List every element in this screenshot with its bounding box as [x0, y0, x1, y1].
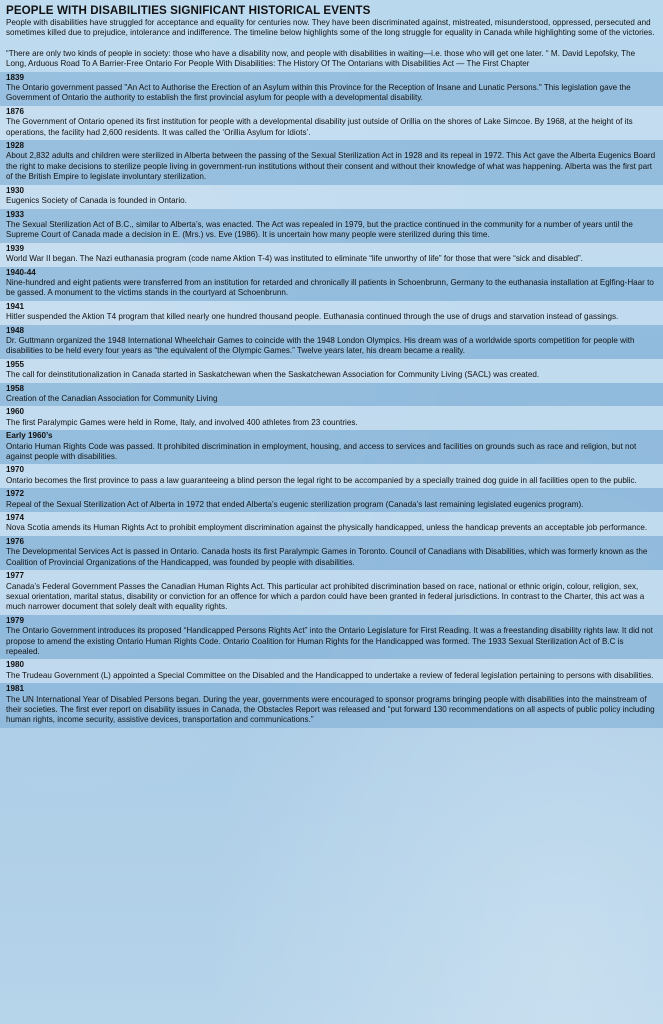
- event-description: The Ontario government passed "An Act to Authorise the Erection of an Asylum within this Province for the Reception of Insane and Lunatic Persons." This legislation gave the Government of Ontario the authority to establish the first provincial asylum for people with a developmental disability.: [6, 83, 631, 103]
- event-year: 1876: [6, 106, 25, 116]
- event-year: 1977: [6, 571, 25, 581]
- quote-paragraph: “There are only two kinds of people in society: those who have a disability now, and people with disabilities in waiting—i.e. those who will get one later. “ M. David Lepofsky, The Long, Arduous Road To A Barrier-Free Ontario For People With Disabilities: The History Of The Ontarians with Disabilities Act — The First Chapter: [6, 48, 636, 69]
- event-description: Hitler suspended the Aktion T4 program that killed nearly one hundred thousand people. Euthanasia continued through the use of drugs and starvation instead of gassings.: [6, 312, 619, 322]
- timeline-event: [0, 488, 663, 512]
- event-description: World War II began. The Nazi euthanasia program (code name Aktion T-4) was instituted to eliminate “life unworthy of life” for those that were “sick and disabled”.: [6, 254, 583, 264]
- event-year: 1976: [6, 536, 25, 546]
- event-description: Ontario becomes the first province to pass a law guaranteeing a blind person the legal right to be accompanied by a specially trained dog guide in all facilities open to the public.: [6, 475, 637, 485]
- event-year: 1974: [6, 513, 25, 523]
- timeline-event: [0, 140, 663, 185]
- event-description: The first Paralympic Games were held in Rome, Italy, and involved 400 athletes from 23 countries.: [6, 417, 358, 427]
- timeline-event: [0, 243, 663, 267]
- timeline-event: [0, 659, 663, 683]
- event-description: Nine-hundred and eight patients were transferred from an institution for retarded and chronically ill patients in Schoenbrunn, Germany to the euthanasia installation at Eglfing-Haar to be gassed. A monument to the victims stands in the courtyard at Schoenbrunn.: [6, 277, 654, 298]
- timeline-event: [0, 406, 663, 430]
- event-year: 1955: [6, 359, 25, 369]
- timeline-event: [0, 359, 663, 383]
- timeline-event: [0, 383, 663, 407]
- event-description: Nova Scotia amends its Human Rights Act to prohibit employment discrimination against the physically handicapped, unless the handicap prevents an acceptable job performance.: [6, 523, 648, 533]
- page-title: PEOPLE WITH DISABILITIES SIGNIFICANT HISTORICAL EVENTS: [6, 4, 371, 17]
- event-description: Creation of the Canadian Association for Community Living: [6, 394, 218, 403]
- event-year: Early 1960’s: [6, 431, 53, 441]
- event-description: The Sexual Sterilization Act of B.C., similar to Alberta’s, was enacted. The Act was repealed in 1979, but the practice continued in the community for a number of years until the Supreme Court of Canada made a decision in E. (Mrs.) vs. Eve (1986). It is uncertain how many people were sterilized during this time.: [6, 219, 633, 240]
- event-description: The Government of Ontario opened its first institution for people with a developmental disability just outside of Orillia on the shores of Lake Simcoe. By 1968, at the height of its operations, the facility had 2,600 residents. It was called the ‘Orillia Asylum for Idiots’.: [6, 117, 633, 137]
- event-description: Repeal of the Sexual Sterilization Act of Alberta in 1972 that ended Alberta’s eugenic sterilization program (Canada’s last remaining legislated eugenics program).: [6, 499, 584, 509]
- event-year: 1928: [6, 141, 25, 151]
- timeline-event: [0, 536, 663, 570]
- timeline-event: [0, 570, 663, 615]
- timeline-event: [0, 325, 663, 359]
- event-year: 1960: [6, 407, 25, 417]
- timeline-event: [0, 301, 663, 325]
- event-year: 1979: [6, 615, 25, 625]
- event-year: 1941: [6, 301, 25, 311]
- event-year: 1958: [6, 383, 25, 393]
- event-year: 1981: [6, 684, 25, 694]
- event-description: Canada’s Federal Government Passes the Canadian Human Rights Act. This particular act prohibited discrimination based on race, national or ethnic origin, colour, religion, sex, sexual orientation, marital status, disability or conviction for an offence for which a pardon could have been granted in federal jurisdictions. In contrast to the Charter, this act was a much narrower document that solely dealt with equality rights.: [6, 581, 645, 612]
- page-header: [0, 0, 663, 70]
- event-description: About 2,832 adults and children were sterilized in Alberta between the passing of the Sexual Sterilization Act in 1928 and its repeal in 1972. This Act gave the Alberta Eugenics Board the right to make decisions to sterilize people living in government-run institutions without their consent and without their knowledge of what was happening. Alberta was the first part of the British Empire to legislate involuntary sterilization.: [6, 151, 656, 182]
- timeline-event: [0, 267, 663, 301]
- timeline-event: [0, 106, 663, 140]
- timeline-event: [0, 683, 663, 728]
- intro-paragraph: People with disabilities have struggled for acceptance and equality for centuries now. They have been discriminated against, mistreated, misunderstood, oppressed, persecuted and sometimes killed due to prejudice, intolerance and indifference. The timeline below highlights some of the long struggle for equality in Canada while highlighting some of the victories.: [6, 18, 655, 38]
- event-year: 1970: [6, 465, 25, 475]
- event-description: The Ontario Government introduces its proposed “Handicapped Persons Rights Act” into the Ontario Legislature for First Reading. It was a freestanding disability rights law. It did not propose to amend the existing Ontario Human Rights Code. Ontario Coalition for Human Rights for the Handicapped was formed. The 1933 Sexual Sterilization Act of B.C is repealed.: [6, 626, 653, 656]
- event-description: The Trudeau Government (L) appointed a Special Committee on the Disabled and the Handicapped to undertake a review of federal legislation pertaining to persons with disabilities.: [6, 670, 654, 680]
- timeline-event: [0, 512, 663, 536]
- event-description: The call for deinstitutionalization in Canada started in Saskatchewan when the Saskatchewan Association for Community Living (SACL) was created.: [6, 370, 540, 380]
- timeline-event: [0, 72, 663, 106]
- event-description: Ontario Human Rights Code was passed. It prohibited discrimination in employment, housing, and access to services and facilities on grounds such as race and religion, but not against people with disabilities.: [6, 441, 637, 462]
- event-year: 1948: [6, 325, 25, 335]
- timeline-event: [0, 185, 663, 209]
- event-year: 1839: [6, 72, 25, 82]
- timeline-event: [0, 615, 663, 660]
- event-description: The UN International Year of Disabled Persons began. During the year, governments were encouraged to sponsor programs bringing people with disabilities into the mainstream of their societies. The first ever report on disability issues in Canada, the Obstacles Report was released and “put forward 130 recommendations on all aspects of public policy including human rights, income security, assistive devices, transportation and communications.”: [6, 694, 655, 725]
- event-description: Eugenics Society of Canada is founded in Ontario.: [6, 196, 187, 206]
- timeline-list: [0, 72, 663, 728]
- event-year: 1930: [6, 185, 25, 195]
- timeline-event: [0, 209, 663, 243]
- event-year: 1940-44: [6, 267, 36, 277]
- timeline-event: [0, 430, 663, 464]
- event-year: 1939: [6, 243, 25, 253]
- event-year: 1980: [6, 660, 25, 670]
- event-year: 1933: [6, 209, 25, 219]
- event-description: Dr. Guttmann organized the 1948 International Wheelchair Games to coincide with the 1948 London Olympics. His dream was of a worldwide sports competition for people with disabilities to be held every four years as “the equivalent of the Olympic Games.” Twelve years later, his dream became a reality.: [6, 335, 635, 356]
- timeline-event: [0, 464, 663, 488]
- event-description: The Developmental Services Act is passed in Ontario. Canada hosts its first Paralympic Games in Toronto. Council of Canadians with Disabilities, which was formerly known as the Coalition of Provincial Organizations of the Handicapped, was founded by people with disabilities.: [6, 547, 648, 567]
- event-year: 1972: [6, 489, 25, 499]
